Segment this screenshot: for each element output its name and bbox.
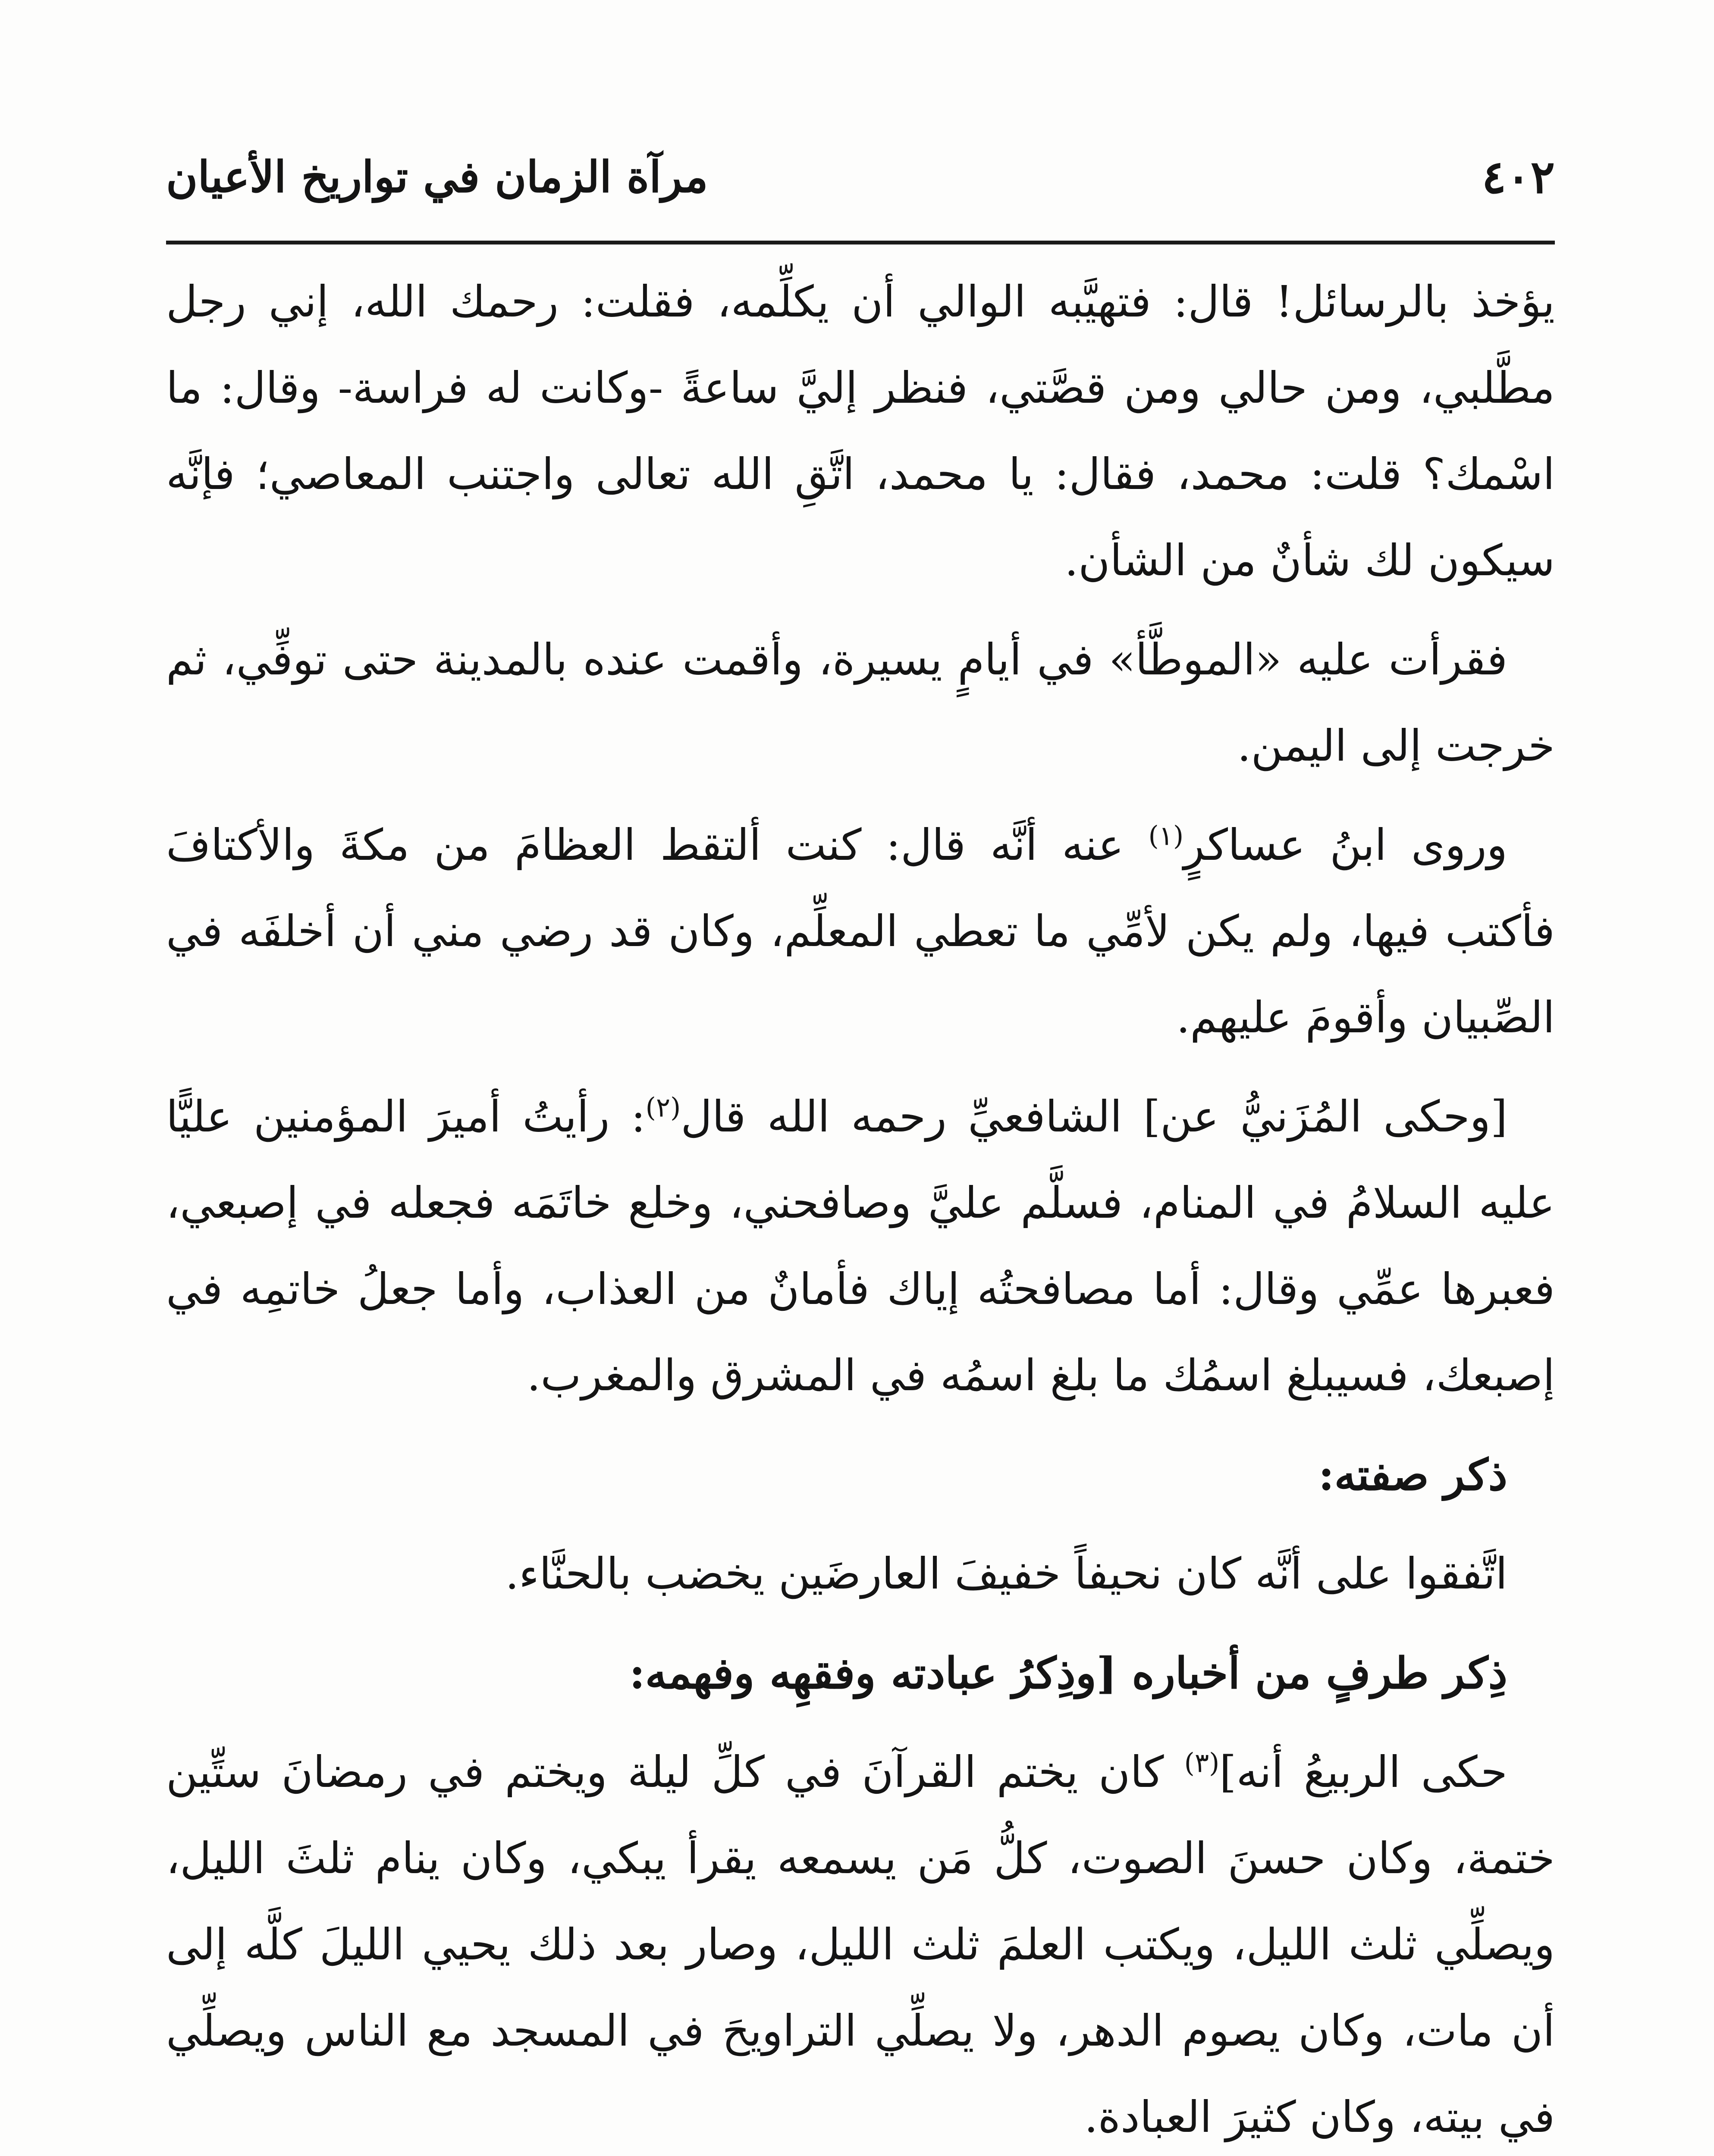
paragraph-3-rest: عنه أنَّه قال: كنت ألتقط العظامَ من مكةَ والأكتافَ فأكتب فيها، ولم يكن لأمِّي ما تعطي المعلِّم، وكان قد رضي مني أن أخلفَه في الصِّبيان وأقومَ عليهم. — [166, 820, 1555, 1043]
page-header — [166, 142, 1555, 211]
footnote-ref-2: (٢) — [645, 1091, 681, 1123]
footnote-ref-3: (٣) — [1184, 1747, 1220, 1779]
footnote-ref-1: (١) — [1148, 820, 1184, 852]
paragraph-6 — [166, 1729, 1555, 2156]
paragraph-4 — [166, 1074, 1555, 1419]
section-heading-description: ذكر صفته: — [1318, 1449, 1507, 1500]
paragraph-4-rest: : رأيتُ أميرَ المؤمنين عليًّا عليه السلامُ في المنام، فسلَّم عليَّ وصافحني، وخلع خاتَمَه فجعله في إصبعي، فعبرها عمِّي وقال: أما مصافحتُه إياك فأمانٌ من العذاب، وأما جعلُ خاتمِه في إصبعك، فسيبلغ اسمُك ما بلغ اسمُه في المشرق والمغرب. — [166, 1091, 1555, 1401]
section-heading-news: ذِكر طرفٍ من أخباره [وذِكرُ عبادته وفقهِه وفهمه: — [629, 1648, 1507, 1698]
header-divider — [166, 241, 1555, 244]
paragraph-3 — [166, 802, 1555, 1061]
main-text — [166, 259, 1555, 2156]
running-title: مرآة الزمان في تواريخ الأعيان — [166, 151, 708, 202]
paragraph-2: فقرأت عليه «الموطَّأ» في أيامٍ يسيرة، وأقمت عنده بالمدينة حتى توفِّي، ثم خرجت إلى اليمن. — [166, 634, 1555, 771]
paragraph-5: اتَّفقوا على أنَّه كان نحيفاً خفيفَ العارضَين يخضب بالحنَّاء. — [505, 1548, 1507, 1599]
paragraph-3-start: وروى ابنُ عساكرٍ — [1183, 820, 1507, 870]
paragraph-4-start: [وحكى المُزَنيُّ عن] الشافعيِّ رحمه الله قال — [681, 1091, 1507, 1142]
paragraph-6-start: حكى الربيعُ أنه] — [1219, 1747, 1507, 1797]
page-number: ٤٠٢ — [1482, 150, 1555, 204]
paragraph-6-rest: كان يختم القرآنَ في كلِّ ليلة ويختم في رمضانَ ستِّين ختمة، وكان حسنَ الصوت، كلُّ مَن يسمعه يقرأ يبكي، وكان ينام ثلثَ الليل، ويصلِّي ثلث الليل، ويكتب العلمَ ثلث الليل، وصار بعد ذلك يحيي الليلَ كلَّه إلى أن مات، وكان يصوم الدهر، ولا يصلِّي التراويحَ في المسجد مع الناس ويصلِّي في بيته، وكان كثيرَ العبادة. — [166, 1747, 1555, 2142]
paragraph-1: يؤخذ بالرسائل! قال: فتهيَّبه الوالي أن يكلِّمه، فقلت: رحمك الله، إني رجل مطَّلبي، ومن حالي ومن قصَّتي، فنظر إليَّ ساعةً -وكانت له فراسة- وقال: ما اسْمك؟ قلت: محمد، فقال: يا محمد، اتَّقِ الله تعالى واجتنب المعاصي؛ فإنَّه سيكون لك شأنٌ من الشأن. — [166, 276, 1555, 586]
